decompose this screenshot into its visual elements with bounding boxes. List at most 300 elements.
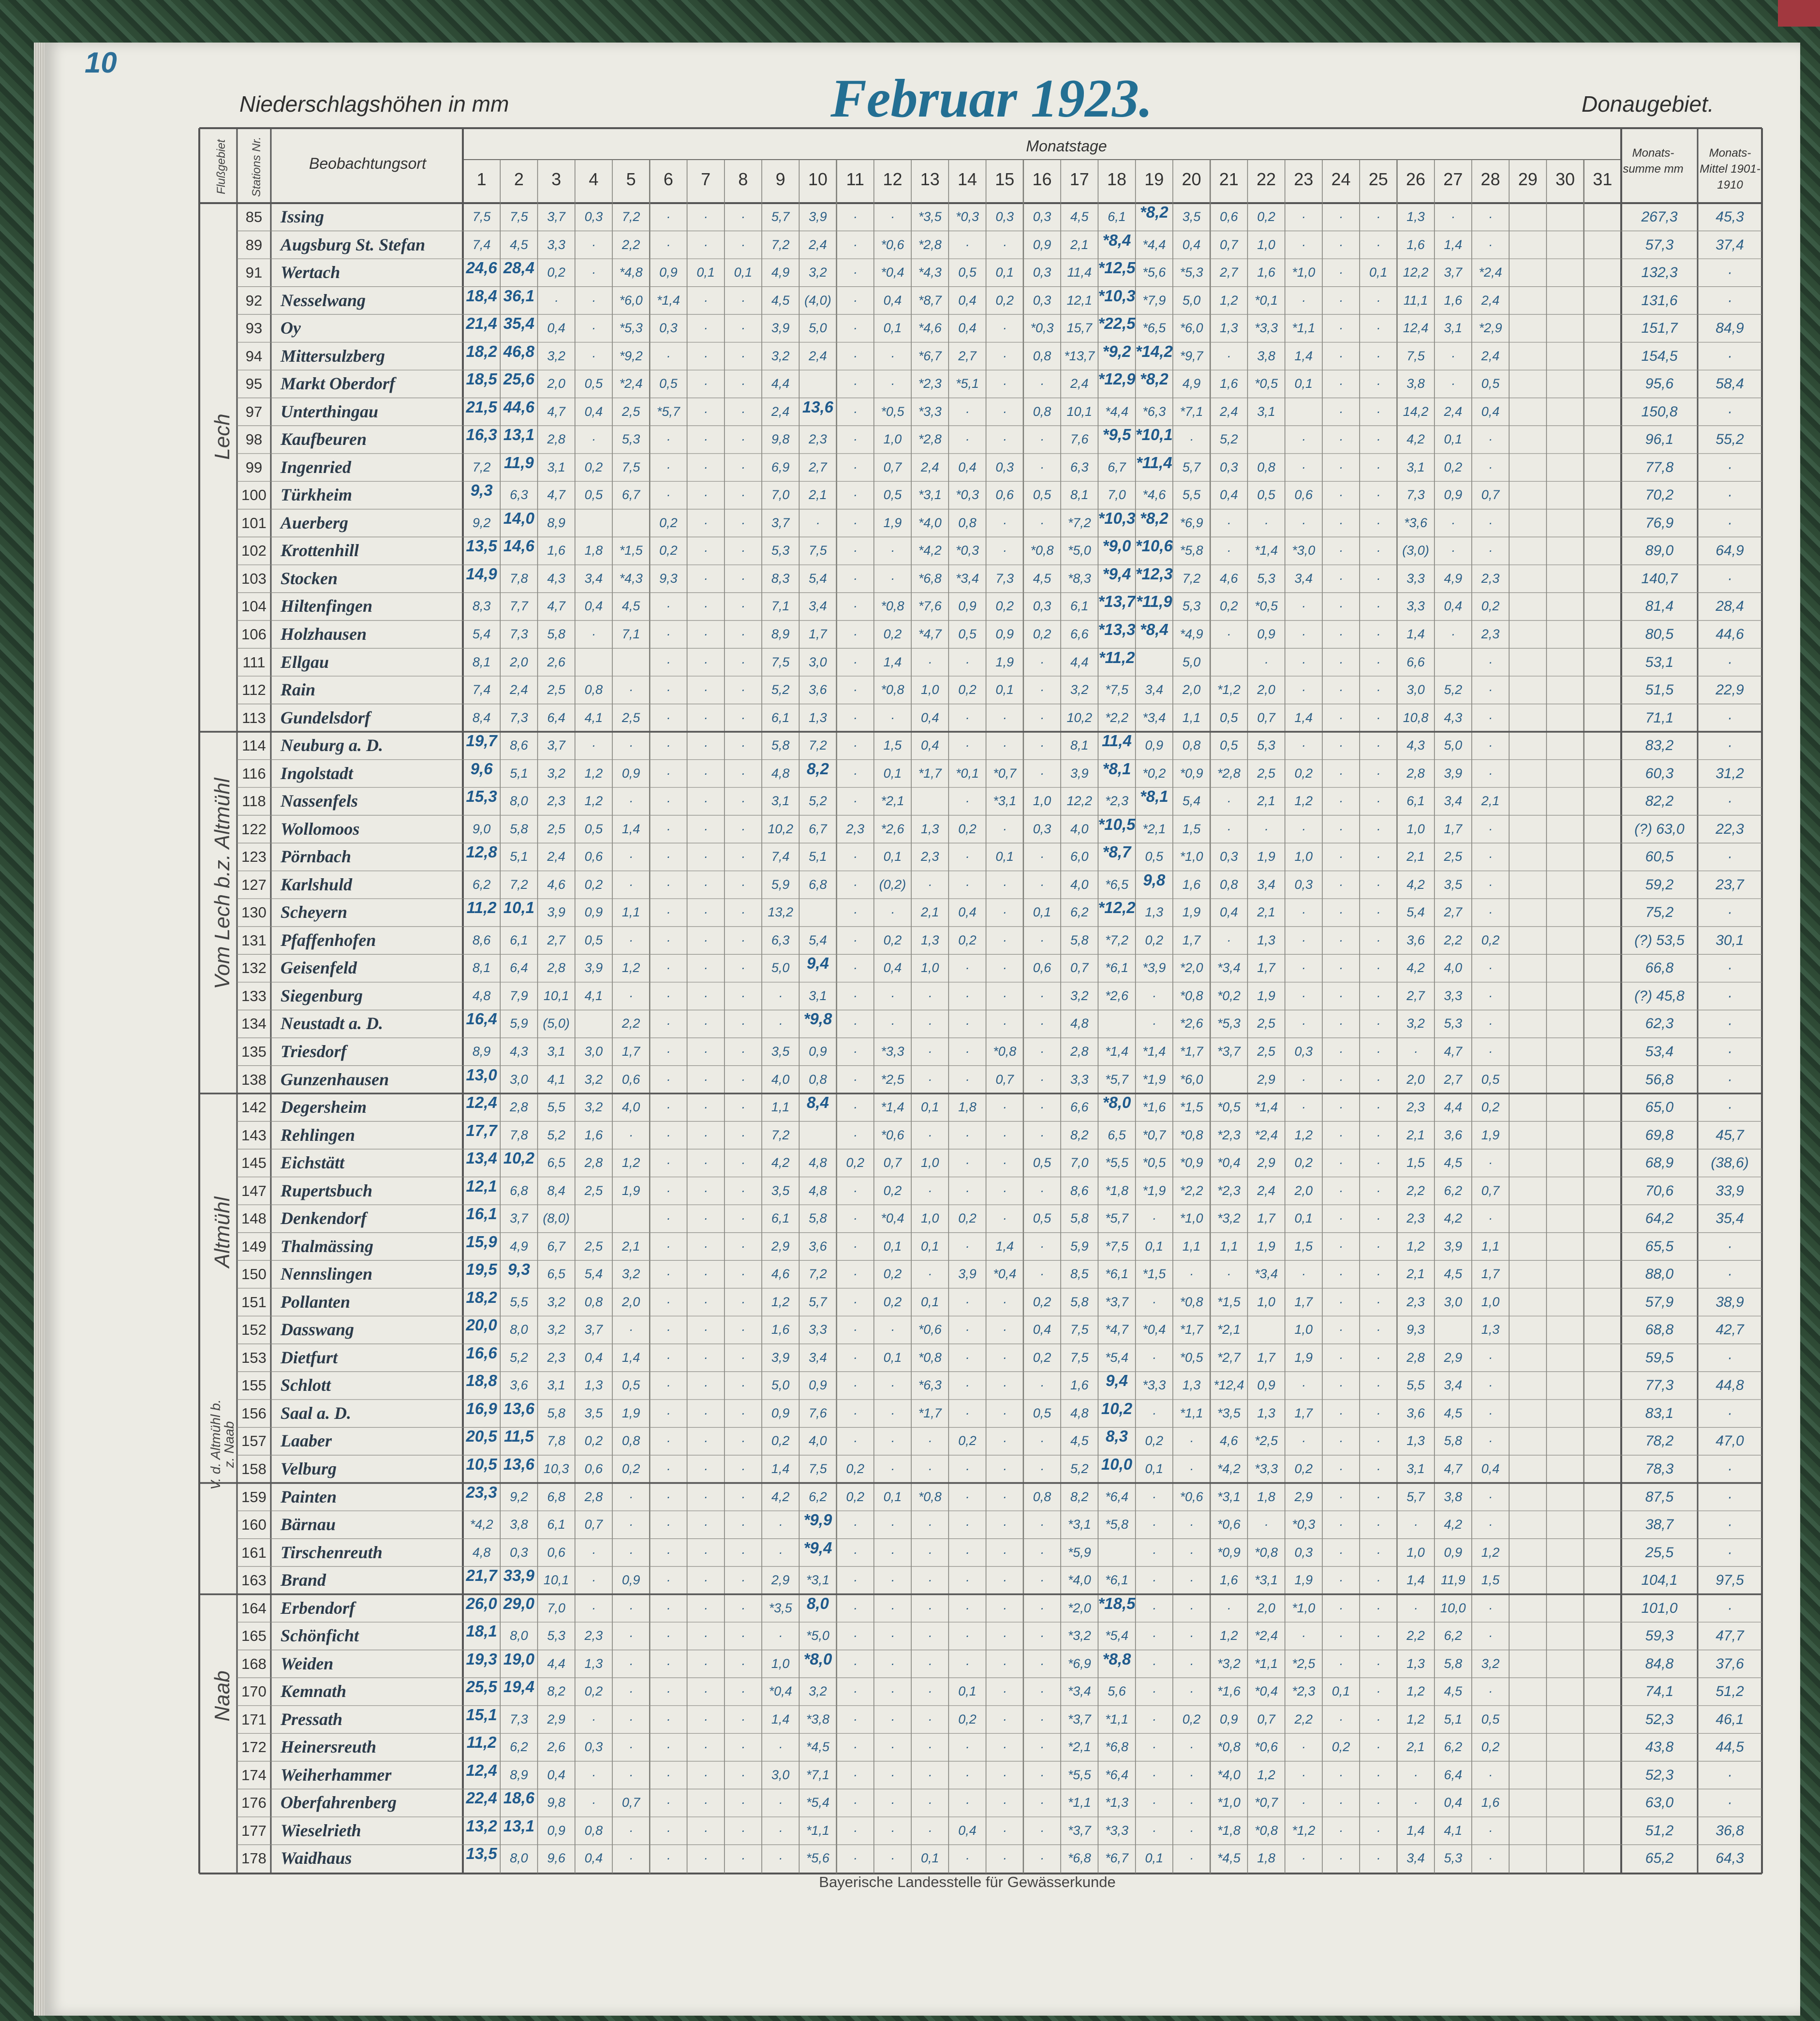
day-value: *8,3 — [1061, 565, 1098, 593]
day-value: · — [1472, 537, 1509, 565]
day-value: 0,5 — [575, 481, 612, 509]
day-value: · — [1397, 1511, 1434, 1539]
monthly-mean: 84,9 — [1698, 314, 1762, 342]
day-value: 4,7 — [538, 398, 575, 426]
day-value: *2,1 — [1210, 1316, 1247, 1344]
day-value: · — [725, 1233, 762, 1261]
day-value: 0,7 — [1210, 231, 1247, 259]
day-value: · — [948, 954, 986, 982]
day-value: *14,2 — [1136, 342, 1173, 370]
monthly-sum: 38,7 — [1621, 1511, 1698, 1539]
day-value — [1509, 649, 1546, 677]
day-value: · — [948, 1650, 986, 1678]
day-value: · — [986, 1010, 1023, 1038]
day-value: · — [612, 1733, 650, 1761]
day-value: · — [948, 1789, 986, 1817]
day-value: 1,6 — [538, 537, 575, 565]
day-value: · — [1360, 899, 1397, 927]
monthly-sum: 25,5 — [1621, 1539, 1698, 1567]
monthly-sum: 80,5 — [1621, 620, 1698, 649]
day-value — [1584, 1260, 1621, 1288]
day-value: 0,7 — [1247, 1706, 1285, 1734]
day-value: · — [1472, 231, 1509, 259]
day-value: 0,2 — [837, 1455, 874, 1483]
day-value: 2,5 — [575, 1177, 612, 1205]
table-row — [0, 1566, 1820, 1594]
day-value: *3,1 — [1247, 1566, 1285, 1594]
day-value — [1546, 1706, 1583, 1734]
day-value: 2,5 — [1435, 843, 1472, 871]
monthly-sum: 52,3 — [1621, 1761, 1698, 1789]
col-header-monatstage: Monatstage — [921, 137, 1212, 155]
day-value: 11,9 — [1435, 1566, 1472, 1594]
table-row — [0, 843, 1820, 871]
day-value: 7,8 — [538, 1427, 575, 1455]
day-value: 0,6 — [1285, 481, 1322, 509]
monthly-mean: 22,9 — [1698, 676, 1762, 704]
day-value: · — [837, 454, 874, 482]
day-value: · — [725, 1260, 762, 1288]
day-value — [1584, 899, 1621, 927]
table-row — [0, 676, 1820, 704]
monthly-sum: 68,8 — [1621, 1316, 1698, 1344]
day-value: 7,2 — [612, 203, 650, 231]
day-value: 4,9 — [1173, 370, 1210, 398]
day-value: 4,3 — [1435, 704, 1472, 732]
day-value: 0,4 — [874, 954, 911, 982]
day-number: 17 — [1061, 169, 1098, 190]
day-value: 0,7 — [1247, 704, 1285, 732]
day-value: 1,3 — [799, 704, 836, 732]
day-value: 6,8 — [500, 1177, 537, 1205]
station-number: 158 — [237, 1455, 271, 1483]
day-value: · — [1136, 1789, 1173, 1817]
day-value: · — [650, 1594, 687, 1623]
day-value: *9,0 — [1098, 537, 1135, 565]
monthly-mean: · — [1698, 1233, 1762, 1261]
day-value: · — [725, 1372, 762, 1400]
day-value: *5,3 — [1173, 259, 1210, 287]
day-value — [1136, 649, 1173, 677]
day-value: 0,2 — [575, 1427, 612, 1455]
day-value: (4,0) — [799, 287, 836, 315]
day-value: · — [911, 1427, 948, 1455]
day-value: 0,2 — [1136, 927, 1173, 955]
day-value: 4,1 — [538, 1066, 575, 1094]
day-value: *2,0 — [1173, 954, 1210, 982]
day-value: · — [874, 1372, 911, 1400]
day-value: *7,9 — [1136, 287, 1173, 315]
day-value: · — [911, 1761, 948, 1789]
day-value: 7,5 — [612, 454, 650, 482]
day-value: · — [687, 1372, 725, 1400]
day-value: 0,2 — [948, 1706, 986, 1734]
day-value: 2,5 — [538, 815, 575, 843]
day-value: · — [1023, 1038, 1061, 1066]
day-value: · — [1472, 982, 1509, 1010]
day-value: 0,6 — [986, 481, 1023, 509]
day-value: 8,3 — [762, 565, 799, 593]
monthly-mean: 47,0 — [1698, 1427, 1762, 1455]
day-value: · — [762, 1789, 799, 1817]
day-value: *3,1 — [1210, 1483, 1247, 1511]
day-value: 13,5 — [463, 1844, 500, 1873]
day-value: 16,1 — [463, 1205, 500, 1233]
day-value: 9,3 — [500, 1260, 537, 1288]
day-value: · — [986, 1650, 1023, 1678]
day-value — [1546, 1761, 1583, 1789]
monthly-mean: 97,5 — [1698, 1566, 1762, 1594]
day-value: · — [1023, 1761, 1061, 1789]
day-value: 2,5 — [1247, 1010, 1285, 1038]
station-number: 157 — [237, 1427, 271, 1455]
day-value: · — [1285, 1066, 1322, 1094]
day-value: · — [948, 1566, 986, 1594]
day-value: 8,0 — [500, 787, 537, 815]
day-value: · — [1285, 509, 1322, 537]
day-value: · — [1173, 1733, 1210, 1761]
monthly-mean: · — [1698, 342, 1762, 370]
day-value: · — [1173, 1427, 1210, 1455]
day-value — [1546, 454, 1583, 482]
table-row — [0, 1594, 1820, 1623]
day-value: *1,7 — [1173, 1038, 1210, 1066]
day-value — [1546, 1400, 1583, 1428]
day-value: *7,2 — [1098, 927, 1135, 955]
station-name: Pfaffenhofen — [281, 927, 376, 955]
day-value: · — [874, 1511, 911, 1539]
table-row — [0, 565, 1820, 593]
day-value: 2,9 — [1247, 1066, 1285, 1094]
day-value: · — [687, 314, 725, 342]
day-value: · — [725, 1344, 762, 1372]
day-value: *9,9 — [799, 1511, 836, 1539]
station-number: 143 — [237, 1121, 271, 1150]
day-value — [1584, 1761, 1621, 1789]
day-value: · — [1322, 426, 1360, 454]
day-value: *0,9 — [1173, 1149, 1210, 1177]
day-value: 5,3 — [762, 537, 799, 565]
station-number: 142 — [237, 1093, 271, 1121]
day-value: 1,9 — [1173, 899, 1210, 927]
day-value — [1584, 1594, 1621, 1623]
day-value: 6,6 — [1061, 1093, 1098, 1121]
monthly-mean: · — [1698, 982, 1762, 1010]
day-value: 0,3 — [1023, 203, 1061, 231]
day-value: *4,7 — [1098, 1316, 1135, 1344]
day-value: 19,7 — [463, 732, 500, 760]
day-value: 8,0 — [799, 1594, 836, 1623]
day-value: · — [986, 342, 1023, 370]
day-value: 0,3 — [1023, 287, 1061, 315]
day-value: · — [837, 1733, 874, 1761]
day-value — [1509, 259, 1546, 287]
day-value: · — [837, 1427, 874, 1455]
day-number: 26 — [1397, 169, 1434, 190]
day-value: · — [650, 815, 687, 843]
day-value: 5,7 — [799, 1288, 836, 1316]
station-number: 100 — [237, 481, 271, 509]
day-value: · — [948, 426, 986, 454]
day-value: · — [1472, 1400, 1509, 1428]
monthly-mean: 37,4 — [1698, 231, 1762, 259]
day-value: 1,6 — [1472, 1789, 1509, 1817]
day-value: 2,0 — [538, 370, 575, 398]
monthly-mean: · — [1698, 398, 1762, 426]
day-value: 0,8 — [1023, 398, 1061, 426]
day-value: 3,4 — [1136, 676, 1173, 704]
day-value: · — [1322, 871, 1360, 899]
day-value: · — [837, 1706, 874, 1734]
day-value: *0,8 — [1023, 537, 1061, 565]
monthly-sum: 63,0 — [1621, 1789, 1698, 1817]
day-value: · — [1023, 1427, 1061, 1455]
day-value: 5,2 — [1210, 426, 1247, 454]
day-value: · — [1322, 1844, 1360, 1873]
day-value: 5,2 — [500, 1344, 537, 1372]
station-name: Mittersulzberg — [281, 342, 385, 370]
day-value — [1584, 287, 1621, 315]
day-value: 0,2 — [948, 1205, 986, 1233]
day-value: · — [1435, 203, 1472, 231]
day-value: · — [1322, 732, 1360, 760]
day-value — [1584, 1066, 1621, 1094]
day-value: 20,0 — [463, 1316, 500, 1344]
day-value: · — [1360, 649, 1397, 677]
day-value — [1509, 1455, 1546, 1483]
day-value: *2,5 — [1247, 1427, 1285, 1455]
day-value: · — [1322, 537, 1360, 565]
day-value: *1,4 — [1098, 1038, 1135, 1066]
day-value: · — [1322, 287, 1360, 315]
day-value: 5,5 — [500, 1288, 537, 1316]
day-value: · — [1247, 649, 1285, 677]
day-value: 3,0 — [575, 1038, 612, 1066]
day-value — [1509, 1400, 1546, 1428]
day-value: 1,4 — [612, 1344, 650, 1372]
day-value: 15,1 — [463, 1706, 500, 1734]
day-value: *0,6 — [874, 231, 911, 259]
monthly-mean: · — [1698, 1093, 1762, 1121]
day-value: *0,3 — [948, 537, 986, 565]
day-value: · — [1397, 1594, 1434, 1623]
station-name: Erbendorf — [281, 1594, 355, 1623]
group-label: Naab — [210, 1670, 235, 1721]
day-value: 1,5 — [1397, 1149, 1434, 1177]
day-value: · — [1210, 509, 1247, 537]
monthly-mean: 64,9 — [1698, 537, 1762, 565]
day-value: *6,1 — [1098, 954, 1135, 982]
day-value: · — [948, 1844, 986, 1873]
day-value: · — [911, 1260, 948, 1288]
day-value: 13,0 — [463, 1066, 500, 1094]
day-value: · — [1360, 314, 1397, 342]
day-value: · — [948, 1455, 986, 1483]
monthly-sum: 51,5 — [1621, 676, 1698, 704]
day-value: · — [1360, 426, 1397, 454]
day-value: 0,5 — [1023, 1400, 1061, 1428]
day-value: · — [1023, 1622, 1061, 1650]
day-value: · — [1023, 760, 1061, 788]
day-value: 13,1 — [500, 426, 537, 454]
day-value: 1,4 — [1285, 704, 1322, 732]
day-value: · — [1285, 954, 1322, 982]
day-value: 1,0 — [1472, 1288, 1509, 1316]
day-value: · — [1285, 231, 1322, 259]
day-value: 8,1 — [1061, 481, 1098, 509]
day-value: · — [1472, 954, 1509, 982]
day-value: 4,6 — [1210, 1427, 1247, 1455]
day-value: 2,0 — [1173, 676, 1210, 704]
day-value: · — [986, 398, 1023, 426]
day-value: 1,0 — [1397, 1539, 1434, 1567]
day-value: 3,6 — [500, 1372, 537, 1400]
day-value: · — [1472, 1010, 1509, 1038]
day-value: 2,5 — [1247, 760, 1285, 788]
day-value: 0,7 — [874, 1149, 911, 1177]
day-value: *1,4 — [650, 287, 687, 315]
monthly-sum: 87,5 — [1621, 1483, 1698, 1511]
day-value: · — [837, 1121, 874, 1150]
day-value — [1098, 1010, 1135, 1038]
day-value: · — [1322, 1233, 1360, 1261]
day-value: · — [1322, 231, 1360, 259]
day-value: 2,9 — [1247, 1149, 1285, 1177]
day-value: · — [1472, 843, 1509, 871]
day-value — [1584, 342, 1621, 370]
day-value: 3,7 — [538, 732, 575, 760]
day-value: *0,3 — [1023, 314, 1061, 342]
day-value: *0,8 — [1173, 1121, 1210, 1150]
group-label: Altmühl — [210, 1197, 235, 1268]
day-value: · — [650, 1817, 687, 1845]
day-value: · — [725, 1121, 762, 1150]
day-value — [1509, 1149, 1546, 1177]
day-value: *1,5 — [1210, 1288, 1247, 1316]
day-value: · — [948, 787, 986, 815]
day-value: *10,5 — [1098, 815, 1135, 843]
day-value: 9,3 — [463, 481, 500, 509]
monthly-sum: (?) 45,8 — [1621, 982, 1698, 1010]
day-value: *2,4 — [1247, 1121, 1285, 1150]
table-row — [0, 649, 1820, 677]
day-value: 0,1 — [986, 676, 1023, 704]
day-value: · — [874, 1316, 911, 1344]
day-value: · — [1322, 1817, 1360, 1845]
day-value: 2,5 — [1247, 1038, 1285, 1066]
day-value: 6,3 — [762, 927, 799, 955]
day-value: · — [911, 1511, 948, 1539]
day-value: 0,3 — [1023, 259, 1061, 287]
day-value: 1,4 — [1397, 620, 1434, 649]
day-value: 0,9 — [1247, 1372, 1285, 1400]
station-name: Dasswang — [281, 1316, 354, 1344]
day-value: 5,9 — [762, 871, 799, 899]
day-value: · — [650, 1093, 687, 1121]
day-value: · — [911, 1539, 948, 1567]
monthly-sum: 70,2 — [1621, 481, 1698, 509]
day-value: · — [725, 1177, 762, 1205]
day-value — [1509, 620, 1546, 649]
day-value: *5,3 — [612, 314, 650, 342]
day-value: 24,6 — [463, 259, 500, 287]
day-value: 1,0 — [1285, 1316, 1322, 1344]
day-value: 5,1 — [1435, 1706, 1472, 1734]
day-value: · — [687, 620, 725, 649]
day-value: 2,1 — [1397, 1121, 1434, 1150]
day-value: · — [687, 1539, 725, 1567]
day-value: *5,1 — [948, 370, 986, 398]
day-value — [1546, 787, 1583, 815]
table-row — [0, 982, 1820, 1010]
day-value: 0,7 — [986, 1066, 1023, 1094]
day-value: *4,0 — [911, 509, 948, 537]
day-value: *8,7 — [911, 287, 948, 315]
station-name: Nesselwang — [281, 287, 366, 315]
day-value: · — [687, 815, 725, 843]
day-value: · — [1322, 954, 1360, 982]
day-value: 2,7 — [1397, 982, 1434, 1010]
day-value: · — [1322, 899, 1360, 927]
day-value: · — [986, 1733, 1023, 1761]
day-value: *4,3 — [911, 259, 948, 287]
day-value: 4,8 — [762, 760, 799, 788]
day-value: · — [874, 899, 911, 927]
day-value: · — [725, 509, 762, 537]
station-number: 170 — [237, 1678, 271, 1706]
day-value: 2,9 — [1435, 1344, 1472, 1372]
day-value: · — [1472, 1622, 1509, 1650]
day-value: · — [1360, 1372, 1397, 1400]
day-value: 0,5 — [874, 481, 911, 509]
day-value: · — [575, 620, 612, 649]
day-value: · — [1360, 732, 1397, 760]
day-value — [1546, 1121, 1583, 1150]
day-value: 4,2 — [1435, 1205, 1472, 1233]
monthly-sum: 71,1 — [1621, 704, 1698, 732]
day-value: 0,5 — [1136, 843, 1173, 871]
day-value: · — [1322, 843, 1360, 871]
day-value: · — [1136, 982, 1173, 1010]
day-value: · — [1210, 815, 1247, 843]
day-value: · — [837, 592, 874, 620]
day-value: 5,6 — [1098, 1678, 1135, 1706]
day-value: 3,2 — [538, 1288, 575, 1316]
day-value: 7,5 — [1061, 1316, 1098, 1344]
monthly-sum: 70,6 — [1621, 1177, 1698, 1205]
day-value: 7,2 — [799, 1260, 836, 1288]
monthly-sum: 96,1 — [1621, 426, 1698, 454]
day-value: 22,4 — [463, 1789, 500, 1817]
day-value: 44,6 — [500, 398, 537, 426]
day-value: · — [837, 426, 874, 454]
day-value: 3,1 — [1435, 314, 1472, 342]
day-value: · — [650, 454, 687, 482]
day-value: 1,6 — [1210, 370, 1247, 398]
day-value: *0,8 — [1247, 1817, 1285, 1845]
day-value: · — [874, 1844, 911, 1873]
day-value — [1546, 620, 1583, 649]
day-value: 0,4 — [948, 314, 986, 342]
day-value: *7,1 — [799, 1761, 836, 1789]
station-number: 172 — [237, 1733, 271, 1761]
monthly-mean: · — [1698, 843, 1762, 871]
day-value: · — [1136, 1566, 1173, 1594]
day-value: · — [948, 398, 986, 426]
day-value: *0,9 — [1210, 1539, 1247, 1567]
day-value: · — [687, 1678, 725, 1706]
monthly-mean: 31,2 — [1698, 760, 1762, 788]
